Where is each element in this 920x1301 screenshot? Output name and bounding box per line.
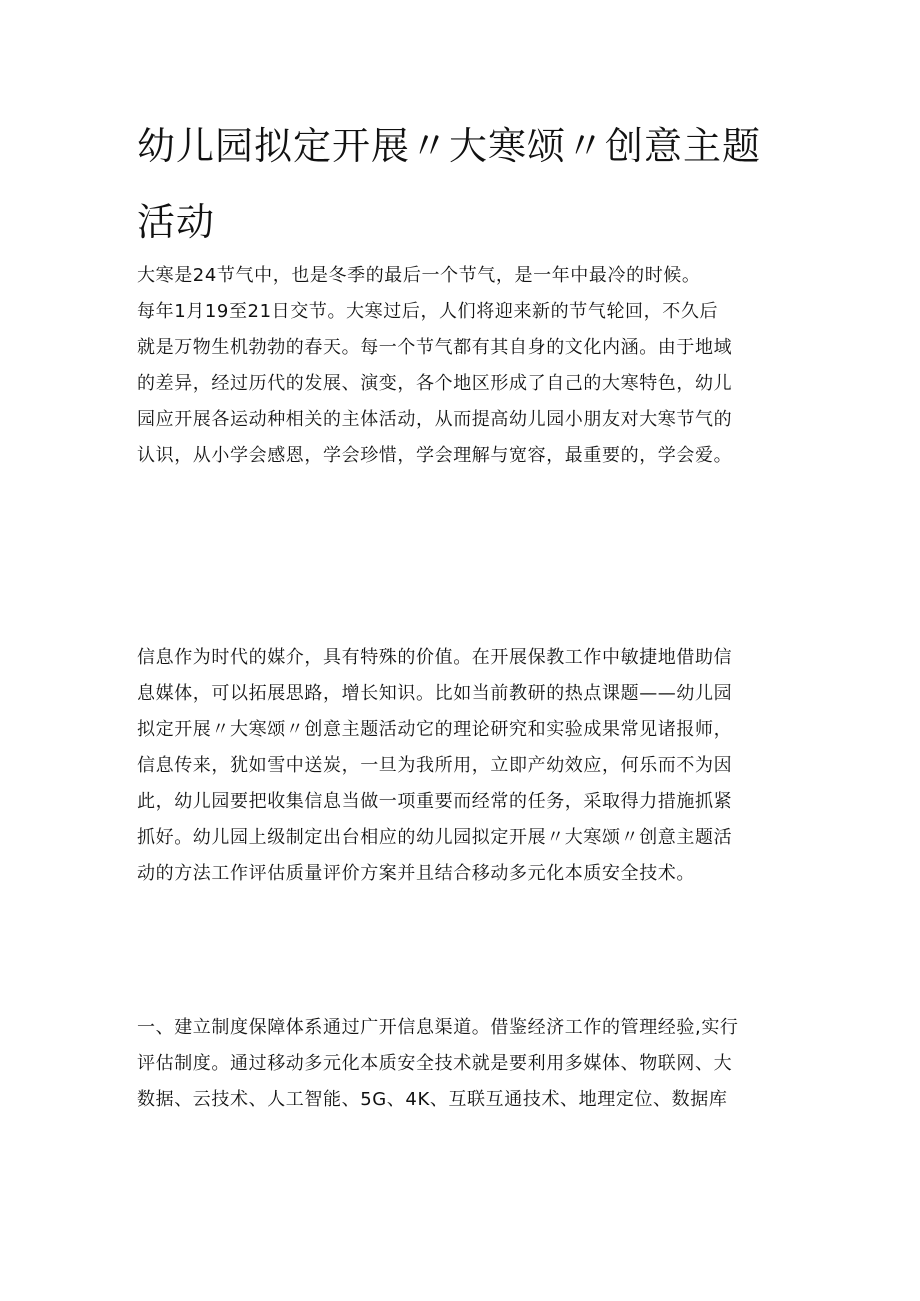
text-line: 就是万物生机勃勃的春天。每一个节气都有其自身的文化内涵。由于地域 — [137, 337, 733, 358]
text-line: 大寒是24节气中，也是冬季的最后一个节气，是一年中最冷的时候。 — [137, 265, 701, 286]
text-line: 评估制度。通过移动多元化本质安全技术就是要利用多媒体、物联网、大 — [137, 1053, 733, 1074]
text-line: 信息作为时代的媒介，具有特殊的价值。在开展保教工作中敏捷地借助信 — [137, 647, 733, 668]
text-line: 息媒体，可以拓展思路，增长知识。比如当前教研的热点课题——幼儿园 — [137, 683, 733, 704]
text-line: 抓好。幼儿园上级制定出台相应的幼儿园拟定开展〃大寒颂〃创意主题活 — [137, 827, 733, 848]
text-line: 的差异，经过历代的发展、演变，各个地区形成了自己的大寒特色，幼儿 — [137, 373, 733, 394]
text-line: 园应开展各运动种相关的主体活动，从而提高幼儿园小朋友对大寒节气的 — [137, 409, 733, 430]
text-line: 每年1月19至21日交节。大寒过后，人们将迎来新的节气轮回，不久后 — [137, 301, 719, 322]
title-line: 幼儿园拟定开展〃大寒颂〃创意主题 — [137, 124, 762, 168]
text-line: 信息传来，犹如雪中送炭，一旦为我所用，立即产幼效应，何乐而不为因 — [137, 755, 733, 776]
text-line: 数据、云技术、人工智能、5G、4K、互联互通技术、地理定位、数据库 — [137, 1089, 728, 1110]
text-line: 一、建立制度保障体系通过广开信息渠道。借鉴经济工作的管理经验,实行 — [137, 1017, 739, 1038]
text-line: 此，幼儿园要把收集信息当做一项重要而经常的任务，采取得力措施抓紧 — [137, 791, 733, 812]
text-line: 拟定开展〃大寒颂〃创意主题活动它的理论研究和实验成果常见诸报师， — [137, 719, 733, 740]
page-title — [137, 108, 797, 260]
intro-paragraph — [137, 258, 797, 474]
text-line: 动的方法工作评估质量评价方案并且结合移动多元化本质安全技术。 — [137, 863, 695, 884]
title-line: 活动 — [137, 200, 216, 244]
section-one-paragraph — [137, 1010, 797, 1118]
text-line: 认识，从小学会感恩，学会珍惜，学会理解与宽容，最重要的，学会爱。 — [137, 445, 733, 466]
information-paragraph — [137, 640, 797, 892]
